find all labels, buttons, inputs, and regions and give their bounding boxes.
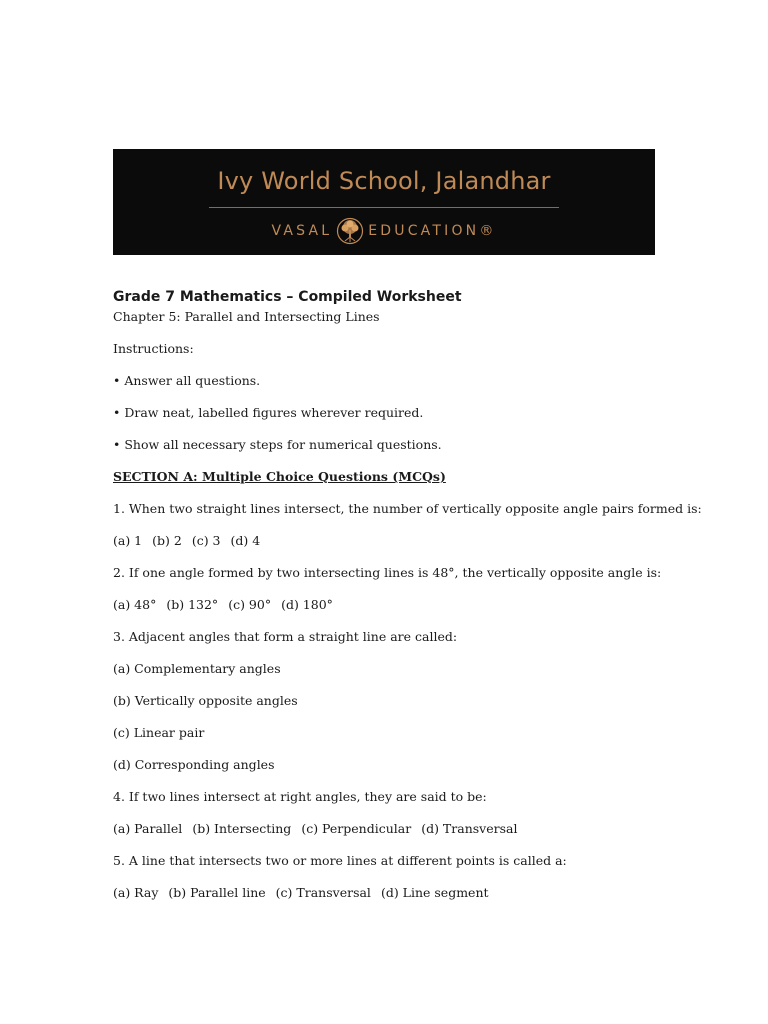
instruction-item: • Show all necessary steps for numerical questions.	[113, 437, 442, 452]
option: (b) Intersecting	[192, 821, 292, 836]
option: (d) 180°	[281, 597, 333, 612]
option: (c) 3	[191, 533, 221, 548]
option: (d) Line segment	[380, 885, 489, 900]
worksheet-content	[113, 286, 702, 916]
option: (b) 2	[152, 533, 182, 548]
question-4-options	[113, 820, 673, 838]
option: (a) 48°	[113, 597, 157, 612]
option: (b) Parallel line	[168, 885, 266, 900]
question-4: 4. If two lines intersect at right angles, they are said to be:	[113, 789, 487, 804]
option: (b) 132°	[166, 597, 219, 612]
option: (a) Complementary angles	[113, 661, 281, 676]
school-name: Ivy World School, Jalandhar	[217, 167, 551, 195]
instruction-item: • Answer all questions.	[113, 373, 261, 388]
question-2: 2. If one angle formed by two intersecting lines is 48°, the vertically opposite angle is:	[113, 565, 662, 580]
tree-icon	[336, 217, 364, 245]
question-2-options	[113, 596, 673, 614]
option: (a) 1	[113, 533, 143, 548]
option: (c) Perpendicular	[301, 821, 412, 836]
question-1: 1. When two straight lines intersect, the number of vertically opposite angle pairs formed is:	[113, 501, 702, 516]
option: (d) Corresponding angles	[113, 757, 275, 772]
option: (c) Linear pair	[113, 725, 205, 740]
brand-line	[113, 219, 655, 243]
option: (d) 4	[230, 533, 261, 548]
instructions-label: Instructions:	[113, 341, 194, 356]
school-banner	[113, 149, 655, 255]
brand-left: VASAL	[271, 223, 333, 239]
section-a-title: SECTION A: Multiple Choice Questions (MCQs)	[113, 469, 446, 484]
option: (c) 90°	[228, 597, 272, 612]
question-5-options	[113, 884, 673, 902]
banner-divider	[209, 207, 559, 208]
brand-right: EDUCATION®	[368, 223, 497, 239]
question-1-options	[113, 532, 673, 550]
option: (d) Transversal	[421, 821, 518, 836]
option: (b) Vertically opposite angles	[113, 693, 298, 708]
instruction-item: • Draw neat, labelled figures wherever required.	[113, 405, 424, 420]
chapter-title: Chapter 5: Parallel and Intersecting Lines	[113, 309, 380, 324]
option: (c) Transversal	[275, 885, 371, 900]
question-5: 5. A line that intersects two or more lines at different points is called a:	[113, 853, 567, 868]
option: (a) Parallel	[113, 821, 183, 836]
worksheet-title: Grade 7 Mathematics – Compiled Worksheet	[113, 289, 462, 305]
question-3: 3. Adjacent angles that form a straight line are called:	[113, 629, 458, 644]
option: (a) Ray	[113, 885, 159, 900]
